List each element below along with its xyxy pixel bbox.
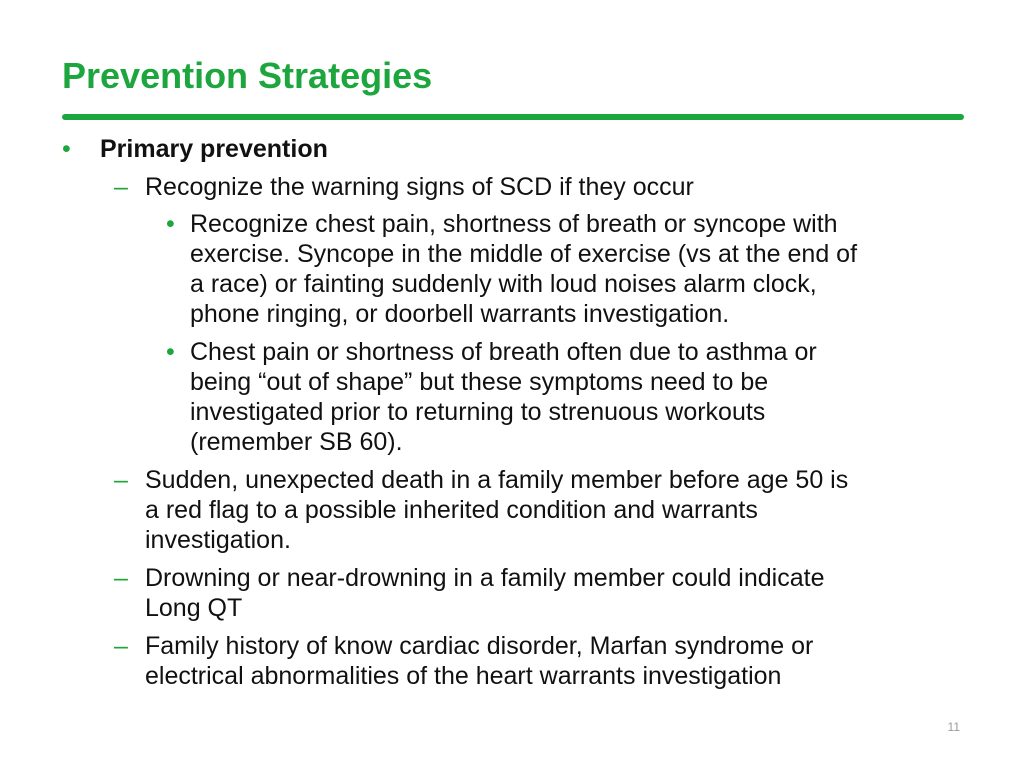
sub-bullet-asthma-line: investigated prior to returning to strenuous workouts bbox=[190, 398, 766, 426]
sub-bullet-chest-pain-line: phone ringing, or doorbell warrants investigation. bbox=[190, 300, 730, 328]
sub-bullet-asthma-line: (remember SB 60). bbox=[190, 428, 403, 456]
point-family-history-line: electrical abnormalities of the heart warrants investigation bbox=[145, 662, 782, 690]
page-number: 11 bbox=[947, 720, 960, 734]
sub-bullet-chest-pain-line: exercise. Syncope in the middle of exercise (vs at the end of bbox=[190, 240, 858, 268]
sub-bullet-marker: • bbox=[166, 210, 175, 238]
sub-bullet-chest-pain-line: Recognize chest pain, shortness of breath or syncope with bbox=[190, 210, 838, 238]
point-sudden-death-line: a red flag to a possible inherited condition and warrants bbox=[145, 496, 758, 524]
dash-marker: – bbox=[114, 564, 128, 592]
slide-title: Prevention Strategies bbox=[62, 55, 433, 96]
dash-marker: – bbox=[114, 173, 128, 201]
sub-bullet-marker: • bbox=[166, 338, 175, 366]
point-drowning-line: Long QT bbox=[145, 594, 243, 622]
sub-bullet-asthma-line: Chest pain or shortness of breath often due to asthma or bbox=[190, 338, 817, 366]
point-family-history-line: Family history of know cardiac disorder, Marfan syndrome or bbox=[145, 632, 814, 660]
sub-bullet-asthma-line: being “out of shape” but these symptoms need to be bbox=[190, 368, 769, 396]
sub-bullet-chest-pain-line: a race) or fainting suddenly with loud noises alarm clock, bbox=[190, 270, 817, 298]
point-drowning-line: Drowning or near-drowning in a family member could indicate bbox=[145, 564, 825, 592]
point-sudden-death-line: investigation. bbox=[145, 526, 291, 554]
bullet-primary-prevention: Primary prevention bbox=[100, 135, 328, 163]
point-sudden-death-line: Sudden, unexpected death in a family member before age 50 is bbox=[145, 466, 849, 494]
dash-marker: – bbox=[114, 632, 128, 660]
point-warning-signs: Recognize the warning signs of SCD if they occur bbox=[145, 173, 694, 201]
bullet-marker: • bbox=[62, 135, 71, 163]
dash-marker: – bbox=[114, 466, 128, 494]
